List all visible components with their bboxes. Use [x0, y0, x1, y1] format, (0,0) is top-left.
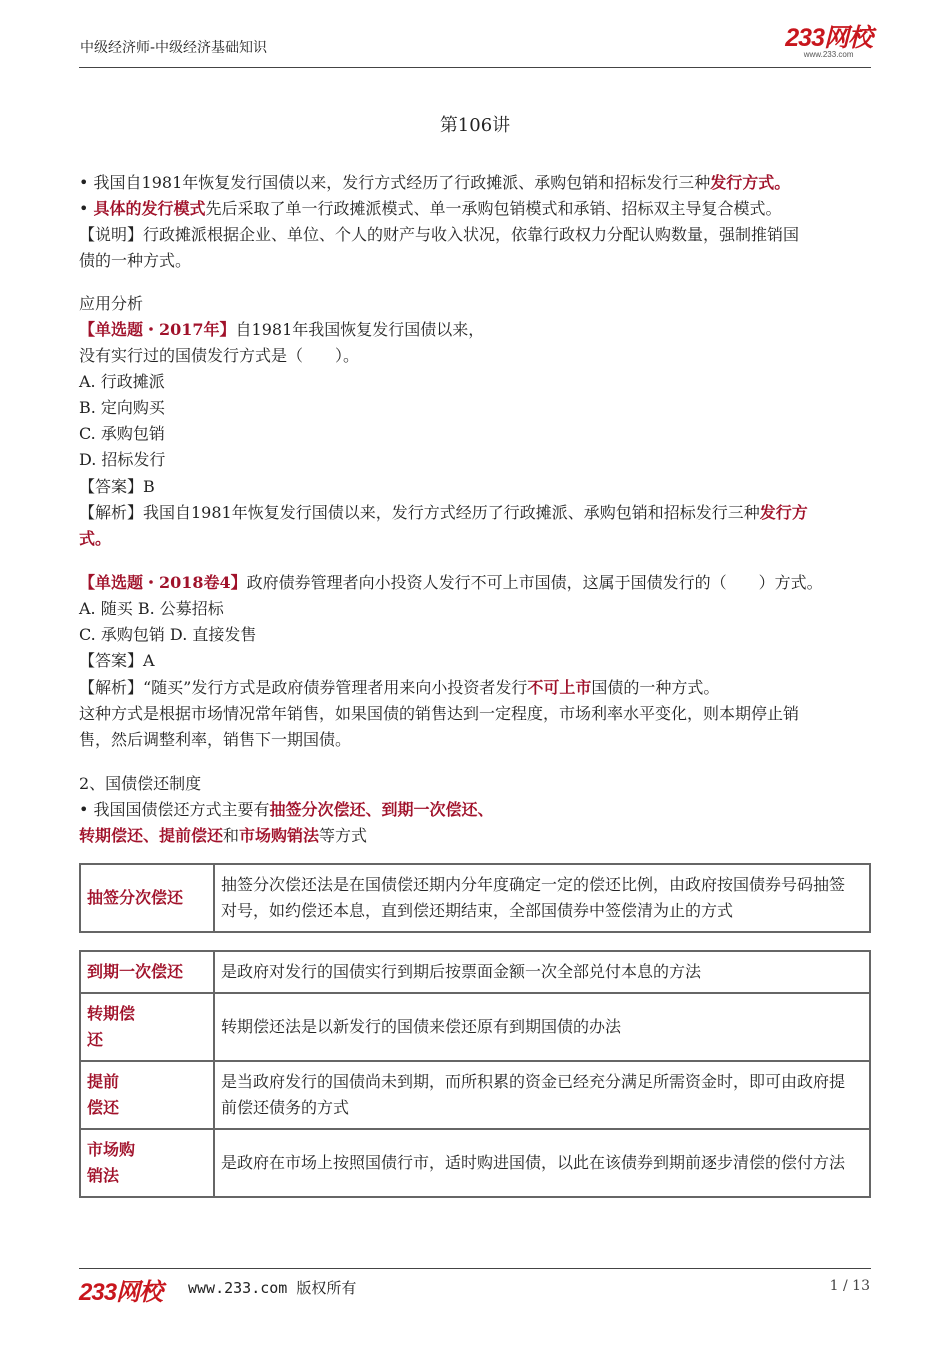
q2-options-row-1: A. 随买 B. 公募招标 [79, 599, 224, 618]
logo-text: 233网校 [785, 24, 872, 52]
repay-heading: 2、国债偿还制度 [79, 774, 202, 793]
intro-line-2: • 具体的发行模式先后采取了单一行政摊派模式、单一承购包销模式和承销、招标双主导复合模式。 [79, 199, 782, 218]
q1-stem-line-1: 【单选题・2017年】自1981年我国恢复发行国债以来， [79, 320, 485, 339]
repay-method-name: 抽签分次偿还 [80, 864, 214, 932]
repay-method-name: 到期一次偿还 [80, 951, 214, 993]
q1-analysis-line-2: 式。 [79, 529, 112, 548]
q1-analysis-line-1: 【解析】我国自1981年恢复发行国债以来，发行方式经历了行政摊派、承购包销和招标发行三种发行方 [79, 503, 808, 522]
q2-analysis-line-1: 【解析】“随买”发行方式是政府债券管理者用来向小投资者发行不可上市国债的一种方式。 [79, 678, 720, 697]
intro-line-4: 债的一种方式。 [79, 251, 192, 270]
repay-method-desc: 抽签分次偿还法是在国债偿还期内分年度确定一定的偿还比例，由政府按国债券号码抽签对号，如约偿还本息，直到偿还期结束，全部国债券中签偿清为止的方式 [214, 864, 870, 932]
repay-method-desc: 是政府在市场上按照国债行市，适时购进国债，以此在该债券到期前逐步清偿的偿付方法 [214, 1129, 870, 1197]
repay-method-name: 提前偿还 [80, 1061, 214, 1129]
q1-answer: 【答案】B [79, 477, 155, 496]
q2-analysis-line-3: 售，然后调整利率，销售下一期国债。 [79, 730, 352, 749]
table-row [80, 1129, 870, 1197]
intro-line-1: • 我国自1981年恢复发行国债以来，发行方式经历了行政摊派、承购包销和招标发行三种发行方式。 [79, 173, 791, 192]
q2-options-row-2: C. 承购包销 D. 直接发售 [79, 625, 257, 644]
q1-option-a: A. 行政摊派 [79, 372, 165, 391]
repay-table-2 [79, 950, 871, 1198]
repay-bullet-line-1: • 我国国债偿还方式主要有抽签分次偿还、到期一次偿还、 [79, 800, 494, 819]
q1-option-b: B. 定向购买 [79, 398, 165, 417]
intro-line-3: 【说明】行政摊派根据企业、单位、个人的财产与收入状况，依靠行政权力分配认购数量，强制推销国 [79, 225, 800, 244]
footer-logo[interactable]: 233网校 [79, 1279, 163, 1306]
footer-divider [79, 1268, 871, 1269]
q2-stem: 【单选题・2018卷4】政府债券管理者向小投资人发行不可上市国债，这属于国债发行的（ ）方式。 [79, 573, 823, 592]
q1-option-d: D. 招标发行 [79, 450, 166, 469]
repay-bullet-line-2: 转期偿还、提前偿还和市场购销法等方式 [79, 826, 368, 845]
footer-copyright: www.233.com 版权所有 [188, 1279, 357, 1297]
repay-method-name: 转期偿还 [80, 993, 214, 1061]
section-label: 应用分析 [79, 294, 144, 313]
brand-logo[interactable] [785, 26, 872, 59]
header-divider [79, 67, 871, 68]
q2-analysis-line-2: 这种方式是根据市场情况常年销售，如果国债的销售达到一定程度，市场利率水平变化，则本期停止销 [79, 704, 800, 723]
q1-option-c: C. 承购包销 [79, 424, 165, 443]
repay-method-desc: 是政府对发行的国债实行到期后按票面金额一次全部兑付本息的方法 [214, 951, 870, 993]
q2-answer: 【答案】A [79, 651, 155, 670]
header-title: 中级经济师-中级经济基础知识 [80, 40, 268, 56]
page-title: 第106讲 [439, 115, 511, 136]
table-row [80, 993, 870, 1061]
table-row [80, 1061, 870, 1129]
table-row [80, 864, 870, 932]
repay-method-desc: 是当政府发行的国债尚未到期，而所积累的资金已经充分满足所需资金时，即可由政府提前偿还债务的方式 [214, 1061, 870, 1129]
logo-url: www.233.com [803, 50, 854, 59]
repay-method-desc: 转期偿还法是以新发行的国债来偿还原有到期国债的办法 [214, 993, 870, 1061]
repay-method-name: 市场购销法 [80, 1129, 214, 1197]
repay-table-1 [79, 863, 871, 933]
q1-stem-line-2: 没有实行过的国债发行方式是（ ）。 [79, 346, 360, 365]
table-row [80, 951, 870, 993]
page-number: 1 / 13 [829, 1278, 870, 1294]
